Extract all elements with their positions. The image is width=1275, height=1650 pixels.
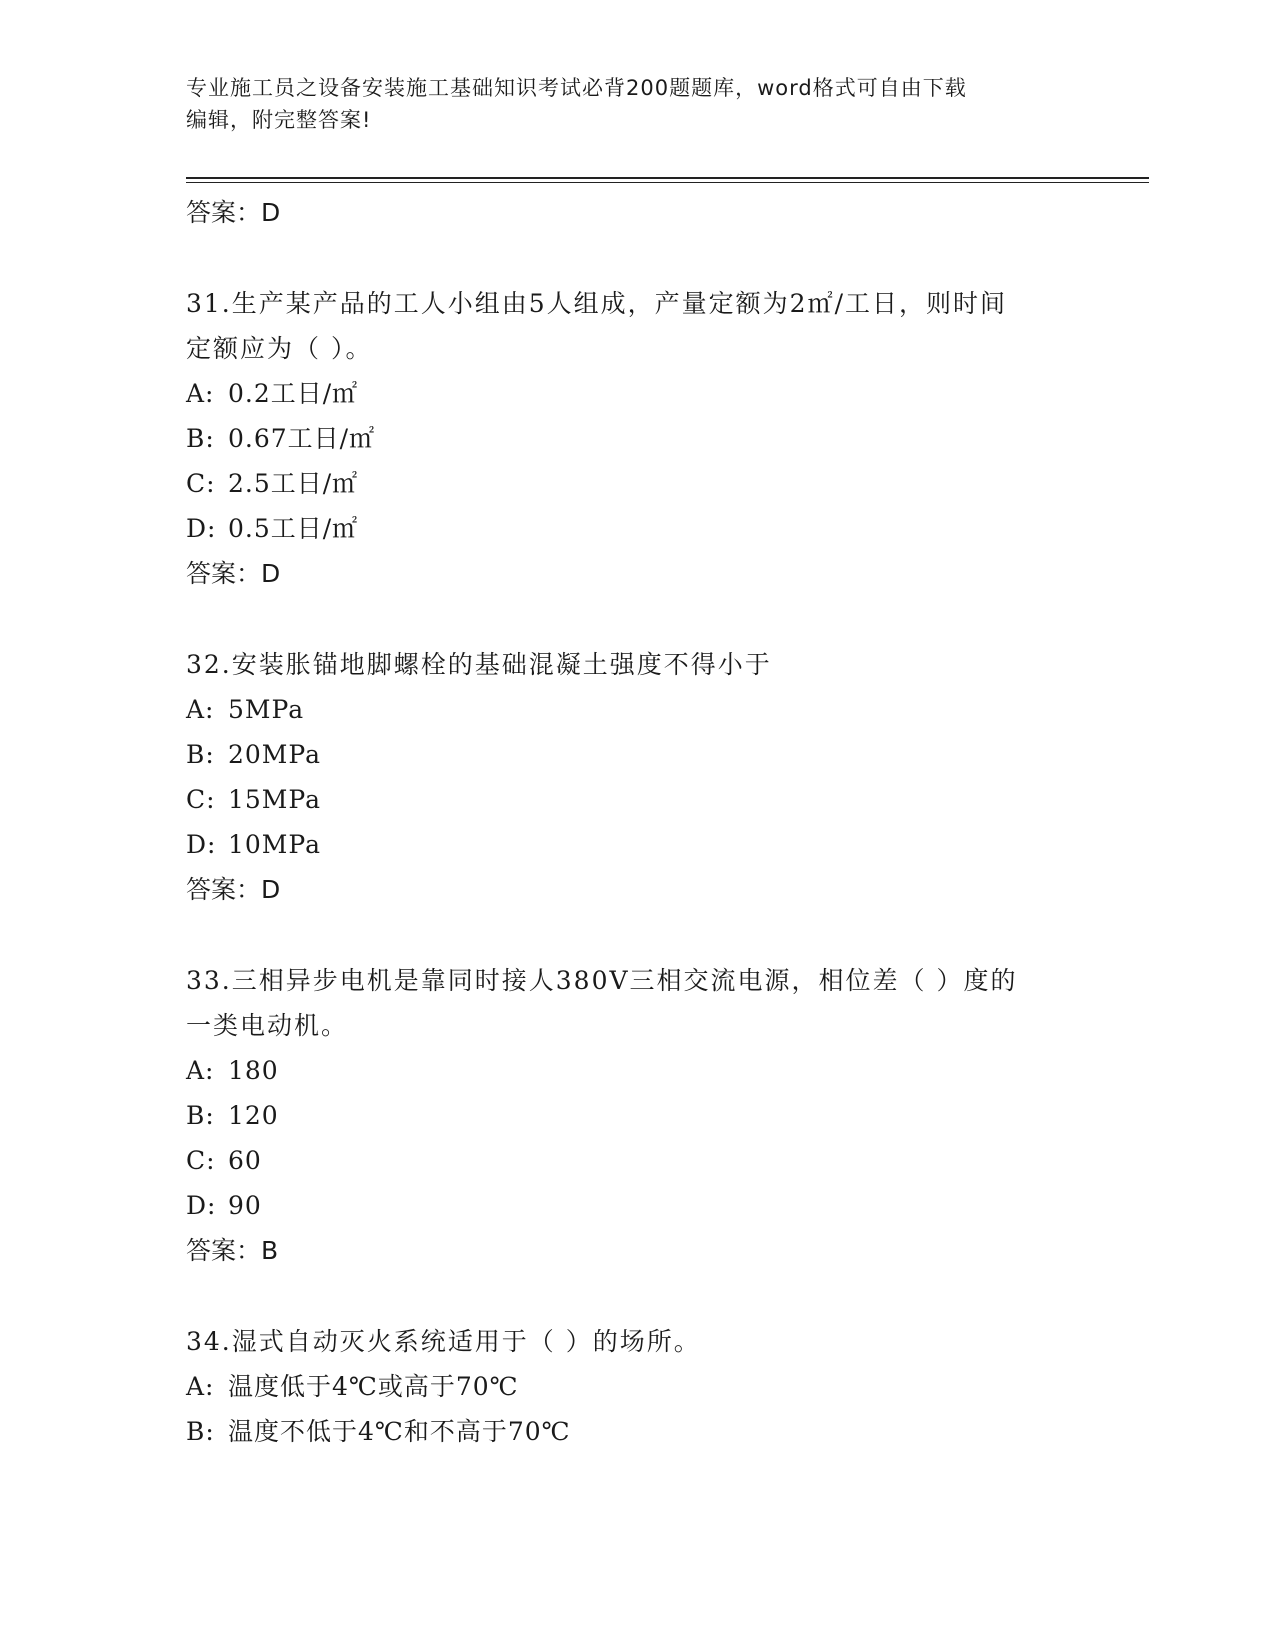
- option-text: 10MPa: [228, 830, 322, 859]
- option-text: 0.5工日/㎡: [228, 514, 359, 543]
- header-line-2: 编辑，附完整答案!: [186, 108, 372, 132]
- option-text: 5MPa: [228, 695, 305, 724]
- option-a: [186, 1364, 1086, 1409]
- option-text: 20MPa: [228, 740, 322, 769]
- option-label: D:: [186, 830, 217, 859]
- option-c: [186, 1138, 1086, 1183]
- option-text: 90: [228, 1191, 262, 1220]
- option-a: [186, 371, 1086, 416]
- option-text: 15MPa: [228, 785, 322, 814]
- option-label: A:: [186, 695, 215, 724]
- option-label: B:: [186, 740, 215, 769]
- question-text-line-2: 一类电动机。: [186, 1011, 349, 1040]
- option-b: [186, 416, 1086, 461]
- question-text-line-1: 32.安装胀锚地脚螺栓的基础混凝土强度不得小于: [186, 650, 772, 679]
- document-header: [186, 72, 1086, 136]
- option-label: A:: [186, 1056, 215, 1085]
- spacer: [186, 235, 1086, 281]
- option-label: C:: [186, 469, 216, 498]
- option-text: 60: [228, 1146, 262, 1175]
- option-c: [186, 777, 1086, 822]
- option-label: B:: [186, 1101, 215, 1130]
- question-text-line-1: 34.湿式自动灭火系统适用于（ ）的场所。: [186, 1327, 701, 1356]
- header-line-1: 专业施工员之设备安装施工基础知识考试必背200题题库，word格式可自由下载: [186, 76, 967, 100]
- option-text: 180: [228, 1056, 279, 1085]
- question-text-line-1: 33.三相异步电机是靠同时接人380V三相交流电源，相位差（ ）度的: [186, 966, 1018, 995]
- option-text: 2.5工日/㎡: [228, 469, 359, 498]
- option-a: [186, 1048, 1086, 1093]
- option-d: [186, 822, 1086, 867]
- spacer: [186, 912, 1086, 958]
- question-block: [186, 1319, 1086, 1454]
- spacer: [186, 596, 1086, 642]
- question-block: [186, 642, 1086, 912]
- option-label: B:: [186, 1417, 215, 1446]
- option-text: 温度低于4℃或高于70℃: [228, 1372, 519, 1401]
- option-text: 120: [228, 1101, 279, 1130]
- option-text: 温度不低于4℃和不高于70℃: [228, 1417, 571, 1446]
- document-body: [186, 190, 1086, 1454]
- option-d: [186, 506, 1086, 551]
- option-b: [186, 1409, 1086, 1454]
- option-d: [186, 1183, 1086, 1228]
- answer-line: 答案：D: [186, 559, 281, 588]
- option-text: 0.67工日/㎡: [228, 424, 376, 453]
- option-label: D:: [186, 514, 217, 543]
- question-block: [186, 958, 1086, 1273]
- option-label: C:: [186, 1146, 216, 1175]
- answer-line: 答案：D: [186, 875, 281, 904]
- option-c: [186, 461, 1086, 506]
- option-label: C:: [186, 785, 216, 814]
- question-text-line-1: 31.生产某产品的工人小组由5人组成，产量定额为2㎡/工日，则时间: [186, 289, 1007, 318]
- spacer: [186, 1273, 1086, 1319]
- option-b: [186, 732, 1086, 777]
- option-b: [186, 1093, 1086, 1138]
- option-a: [186, 687, 1086, 732]
- header-divider-thick: [186, 177, 1149, 179]
- option-text: 0.2工日/㎡: [228, 379, 359, 408]
- question-block: [186, 281, 1086, 596]
- option-label: A:: [186, 1372, 215, 1401]
- header-divider-thin: [186, 182, 1149, 183]
- answer-line: 答案：D: [186, 198, 281, 227]
- question-text-line-2: 定额应为（ ）。: [186, 334, 373, 363]
- answer-line: 答案：B: [186, 1236, 279, 1265]
- option-label: A:: [186, 379, 215, 408]
- option-label: D:: [186, 1191, 217, 1220]
- option-label: B:: [186, 424, 215, 453]
